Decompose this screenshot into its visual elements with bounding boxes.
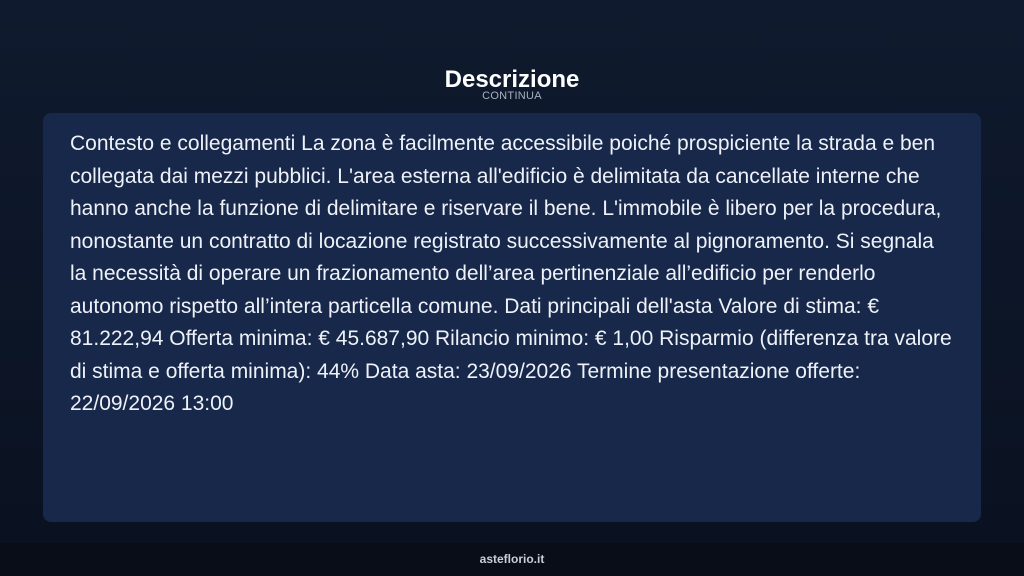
description-card — [43, 113, 981, 522]
footer-brand: asteflorio.it — [479, 552, 545, 566]
description-text: Contesto e collegamenti La zona è facilmente accessibile poiché prospiciente la strada e ben collegata dai mezzi pubblici. L'area esterna all'edificio è delimitata da cancellate interne che hanno anche la funzione di delimitare e riservare il bene. L'immobile è libero per la procedura, nonostante un contratto di locazione registrato successivamente al pignoramento. Si segnala la necessità di operare un frazionamento dell’area pertinenziale all’edificio per renderlo autonomo rispetto all’intera particella comune. Dati principali dell'asta Valore di stima: € 81.222,94 Offerta minima: € 45.687,90 Rilancio minimo: € 1,00 Risparmio (differenza tra valore di stima e offerta minima): 44% Data asta: 23/09/2026 Termine presentazione offerte: 22/09/2026 13:00 — [70, 132, 952, 415]
page-title: Descrizione — [444, 66, 580, 94]
footer-bar — [0, 543, 1024, 576]
continue-label: CONTINUA — [482, 90, 542, 102]
